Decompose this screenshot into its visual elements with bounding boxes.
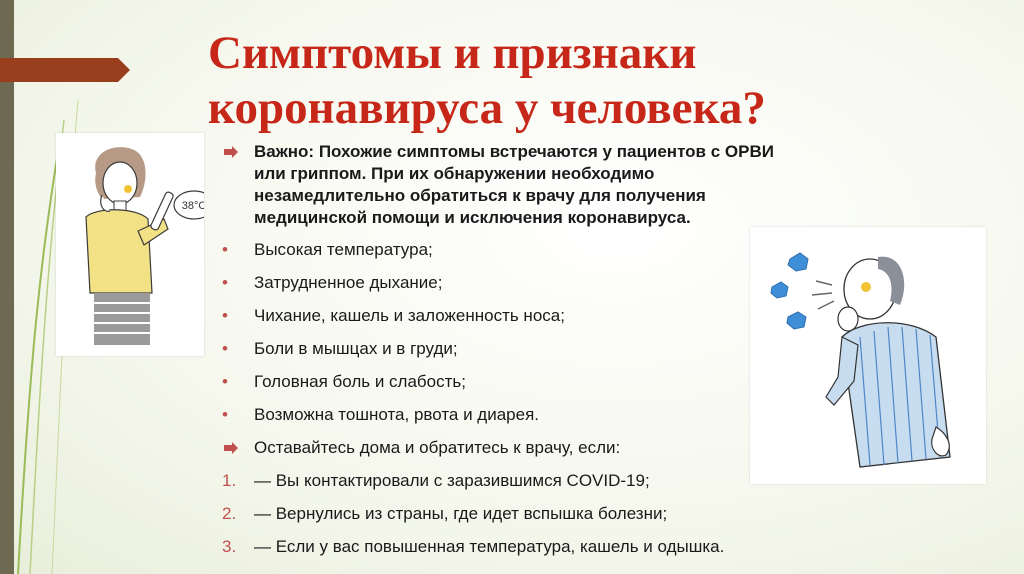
condition-text: — Если у вас повышенная температура, кашель и одышка. (254, 537, 725, 556)
symptom-item (222, 404, 782, 426)
dot-bullet-icon: • (222, 372, 228, 391)
condition-item (222, 503, 782, 525)
symptom-text: Возможна тошнота, рвота и диарея. (254, 405, 540, 424)
symptom-text: Боли в мышцах и в груди; (254, 339, 458, 358)
condition-text: — Вы контактировали с заразившимся COVID-19; (254, 471, 650, 490)
title-line-2: коронавируса у человека? (208, 82, 766, 134)
dot-bullet-icon: • (222, 306, 228, 325)
symptom-item (222, 272, 782, 294)
condition-item (222, 470, 782, 492)
condition-number: 2. (222, 504, 237, 523)
symptom-item (222, 338, 782, 360)
title-line-1: Симптомы и признаки (208, 27, 697, 79)
title-arrow-shape (0, 58, 130, 82)
arrow-bullet-icon (224, 146, 238, 158)
stay-home-text: Оставайтесь дома и обратитесь к врачу, если: (254, 438, 621, 457)
symptom-text: Чихание, кашель и заложенность носа; (254, 306, 565, 325)
coughing-man-illustration (750, 227, 986, 484)
symptom-text: Высокая температура; (254, 240, 433, 259)
symptom-text: Затрудненное дыхание; (254, 273, 443, 292)
condition-item (222, 536, 782, 558)
important-note-item (222, 141, 782, 229)
content-list (222, 141, 782, 569)
dot-bullet-icon: • (222, 273, 228, 292)
condition-number: 3. (222, 537, 237, 556)
symptom-item (222, 371, 782, 393)
symptom-item (222, 305, 782, 327)
condition-number: 1. (222, 471, 237, 490)
dot-bullet-icon: • (222, 339, 228, 358)
dot-bullet-icon: • (222, 240, 228, 259)
stay-home-item (222, 437, 782, 459)
thermometer-reading: 38°C (181, 200, 204, 212)
symptom-text: Головная боль и слабость; (254, 372, 466, 391)
page-title (208, 26, 988, 136)
important-note-text: Важно: Похожие симптомы встречаются у пациентов с ОРВИ или гриппом. При их обнаружении необходимо незамедлительно обратиться к врачу для получения медицинской помощи и исключения коронавируса. (254, 142, 774, 227)
arrow-bullet-icon (224, 442, 238, 454)
condition-text: — Вернулись из страны, где идет вспышка болезни; (254, 504, 668, 523)
symptom-item (222, 239, 782, 261)
woman-thermometer-illustration (56, 133, 204, 356)
dot-bullet-icon: • (222, 405, 228, 424)
